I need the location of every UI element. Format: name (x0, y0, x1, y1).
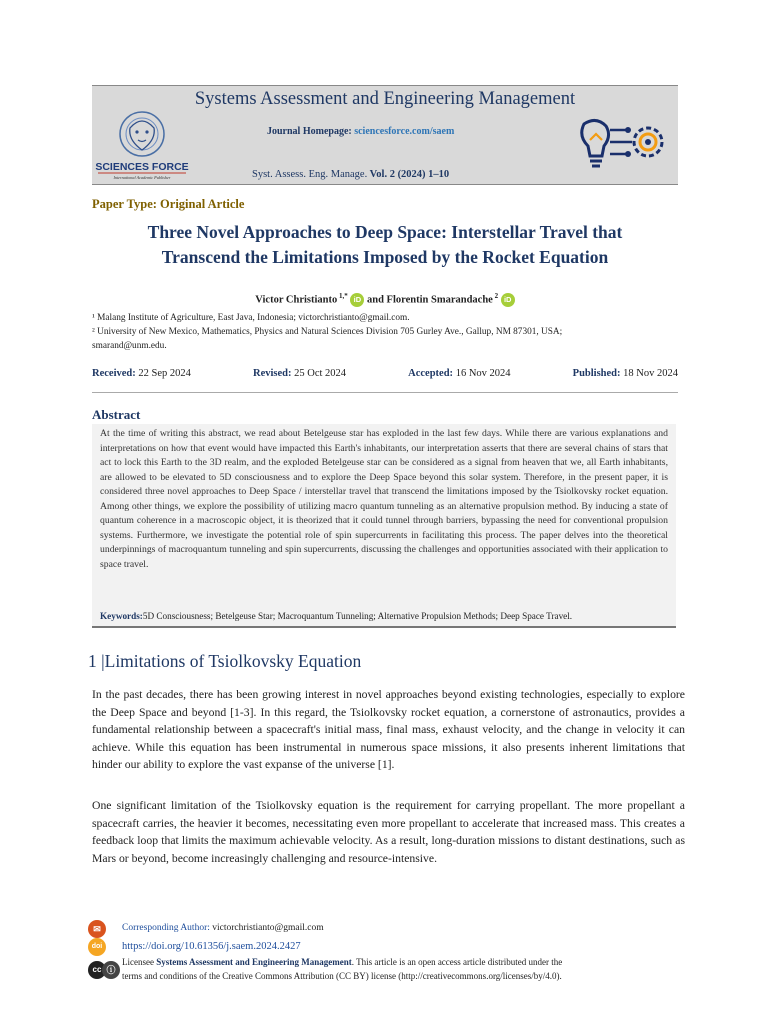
creative-commons-icon: cc (88, 961, 106, 979)
affiliation-1: ¹ Malang Institute of Agriculture, East Java, Indonesia; victorchristianto@gmail.com. (92, 313, 410, 323)
lightbulb-gear-icon (570, 116, 670, 174)
journal-homepage (267, 126, 454, 137)
homepage-link[interactable]: sciencesforce.com/saem (354, 126, 455, 137)
license-prefix: Licensee (122, 957, 157, 967)
article-dates (92, 368, 678, 379)
attribution-icon: ⓘ (102, 961, 120, 979)
license-journal: Systems Assessment and Engineering Management (156, 957, 352, 967)
author-superscript: 2 (492, 292, 499, 300)
affiliation-2-continued: smarand@unm.edu. (92, 341, 167, 351)
section-heading: 1 |Limitations of Tsiolkovsky Equation (88, 651, 362, 671)
orcid-icon[interactable]: iD (350, 293, 364, 307)
published-date: Published: 18 Nov 2024 (572, 368, 678, 379)
license-suffix: . This article is an open access article distributed under the (351, 957, 563, 967)
journal-title: Systems Assessment and Engineering Management (194, 89, 576, 109)
divider (92, 392, 678, 393)
orcid-icon[interactable]: iD (501, 293, 515, 307)
license-terms: terms and conditions of the Creative Commons Attribution (CC BY) license (http://creativecommons.org/licenses/by/4.0). (122, 971, 562, 981)
affiliations (92, 311, 678, 353)
author-list (92, 292, 678, 307)
lion-logo-icon (94, 108, 190, 180)
abstract-text: At the time of writing this abstract, we read about Betelgeuse star has exploded in the last few days. While there are various explanations and interpretations on how that event would have impacted this Earth's inhabitants, our interpretation asserts that there are several chains of stars that act to lock this Earth to the 3D realm, and the exploded Betelgeuse star can be considered as a signal from heaven that we, all Earth inhabitants, are allowed to be elevated to 5D consciousness and to explore the Deep Space beyond this solar system. Therefore, in the present paper, it is considered three novel approaches to Deep Space / interstellar travel that transcend the limitations imposed by the Tsiolkovsky rocket equation. Among other things, we explore the possibility of utilizing macro quantum tunneling as an alternative propulsion method. By inducing a state of quantum coherence in a macroscopic object, it is theorized that it could tunnel through barriers, bypassing the need for conventional propulsion systems. Furthermore, we investigate the potential role of spin supercurrents in facilitating this process. The paper delves into the theoretical underpinnings of macroquantum tunneling and spin supercurrents, discussing the challenges and opportunities associated with their application to space travel. (100, 428, 668, 570)
publisher-logo (94, 108, 190, 180)
citation-volume: Vol. 2 (2024) 1–10 (367, 169, 450, 180)
abstract-heading: Abstract (92, 407, 141, 422)
keywords-label: Keywords: (100, 611, 143, 621)
doi-icon: doi (88, 938, 106, 956)
received-date: Received: 22 Sep 2024 (92, 368, 191, 379)
affiliation-2: ² University of New Mexico, Mathematics, Physics and Natural Sciences Division 705 Gurley Ave., Gallup, NM 87301, USA; (92, 327, 563, 337)
homepage-label: Journal Homepage: (267, 126, 355, 137)
paper-type: Paper Type: Original Article (92, 197, 245, 211)
svg-text:SCIENCES FORCE: SCIENCES FORCE (95, 161, 189, 173)
keywords (100, 611, 670, 621)
engineering-logo (570, 116, 670, 174)
body-paragraph: One significant limitation of the Tsiolkovsky equation is the requirement for carrying propellant. The more propellant a spacecraft carries, the heavier it becomes, necessitating even more propellant to accelerate that increased mass. This creates a feedback loop that limits the maximum achievable velocity. As a result, long-duration missions to distant destinations, such as Mars or beyond, become increasingly challenging and resource-intensive. (92, 799, 685, 865)
keywords-list: 5D Consciousness; Betelgeuse Star; Macroquantum Tunneling; Alternative Propulsion Methods; Deep Space Travel. (142, 611, 573, 621)
paper-title (92, 220, 678, 270)
mail-icon: ✉ (88, 920, 106, 938)
doi-link[interactable]: https://doi.org/10.61356/j.saem.2024.2427 (122, 941, 301, 952)
revised-date: Revised: 25 Oct 2024 (252, 368, 347, 379)
author-name: Victor Christianto (255, 294, 338, 306)
journal-header (92, 85, 678, 185)
paper-title-line2: Transcend the Limitations Imposed by the Rocket Equation (161, 247, 609, 267)
svg-text:International Academic Publish: International Academic Publisher (113, 175, 171, 180)
corresponding-email[interactable]: victorchristianto@gmail.com (209, 923, 324, 933)
paper-title-line1: Three Novel Approaches to Deep Space: Interstellar Travel that (147, 222, 623, 242)
author-superscript: 1,* (337, 292, 348, 300)
author-name: and Florentin Smarandache (367, 294, 493, 306)
body-paragraph: In the past decades, there has been growing interest in novel approaches beyond existing technologies, especially to explore the Deep Space and beyond [1-3]. In this regard, the Tsiolkovsky rocket equation, a cornerstone of astronautics, provides a fundamental relationship between a spacecraft's initial mass, final mass, exhaust velocity, and the change in velocity it can achieve. While this equation has been instrumental in numerous space missions, it also presents inherent limitations that hinder our ability to explore the vast expanse of the universe [1]. (92, 688, 685, 771)
citation-journal: Syst. Assess. Eng. Manage. (252, 169, 368, 180)
corresponding-label: Corresponding Author: (122, 923, 210, 933)
abstract-box (92, 424, 676, 628)
accepted-date: Accepted: 16 Nov 2024 (408, 368, 511, 379)
journal-citation (252, 169, 449, 180)
